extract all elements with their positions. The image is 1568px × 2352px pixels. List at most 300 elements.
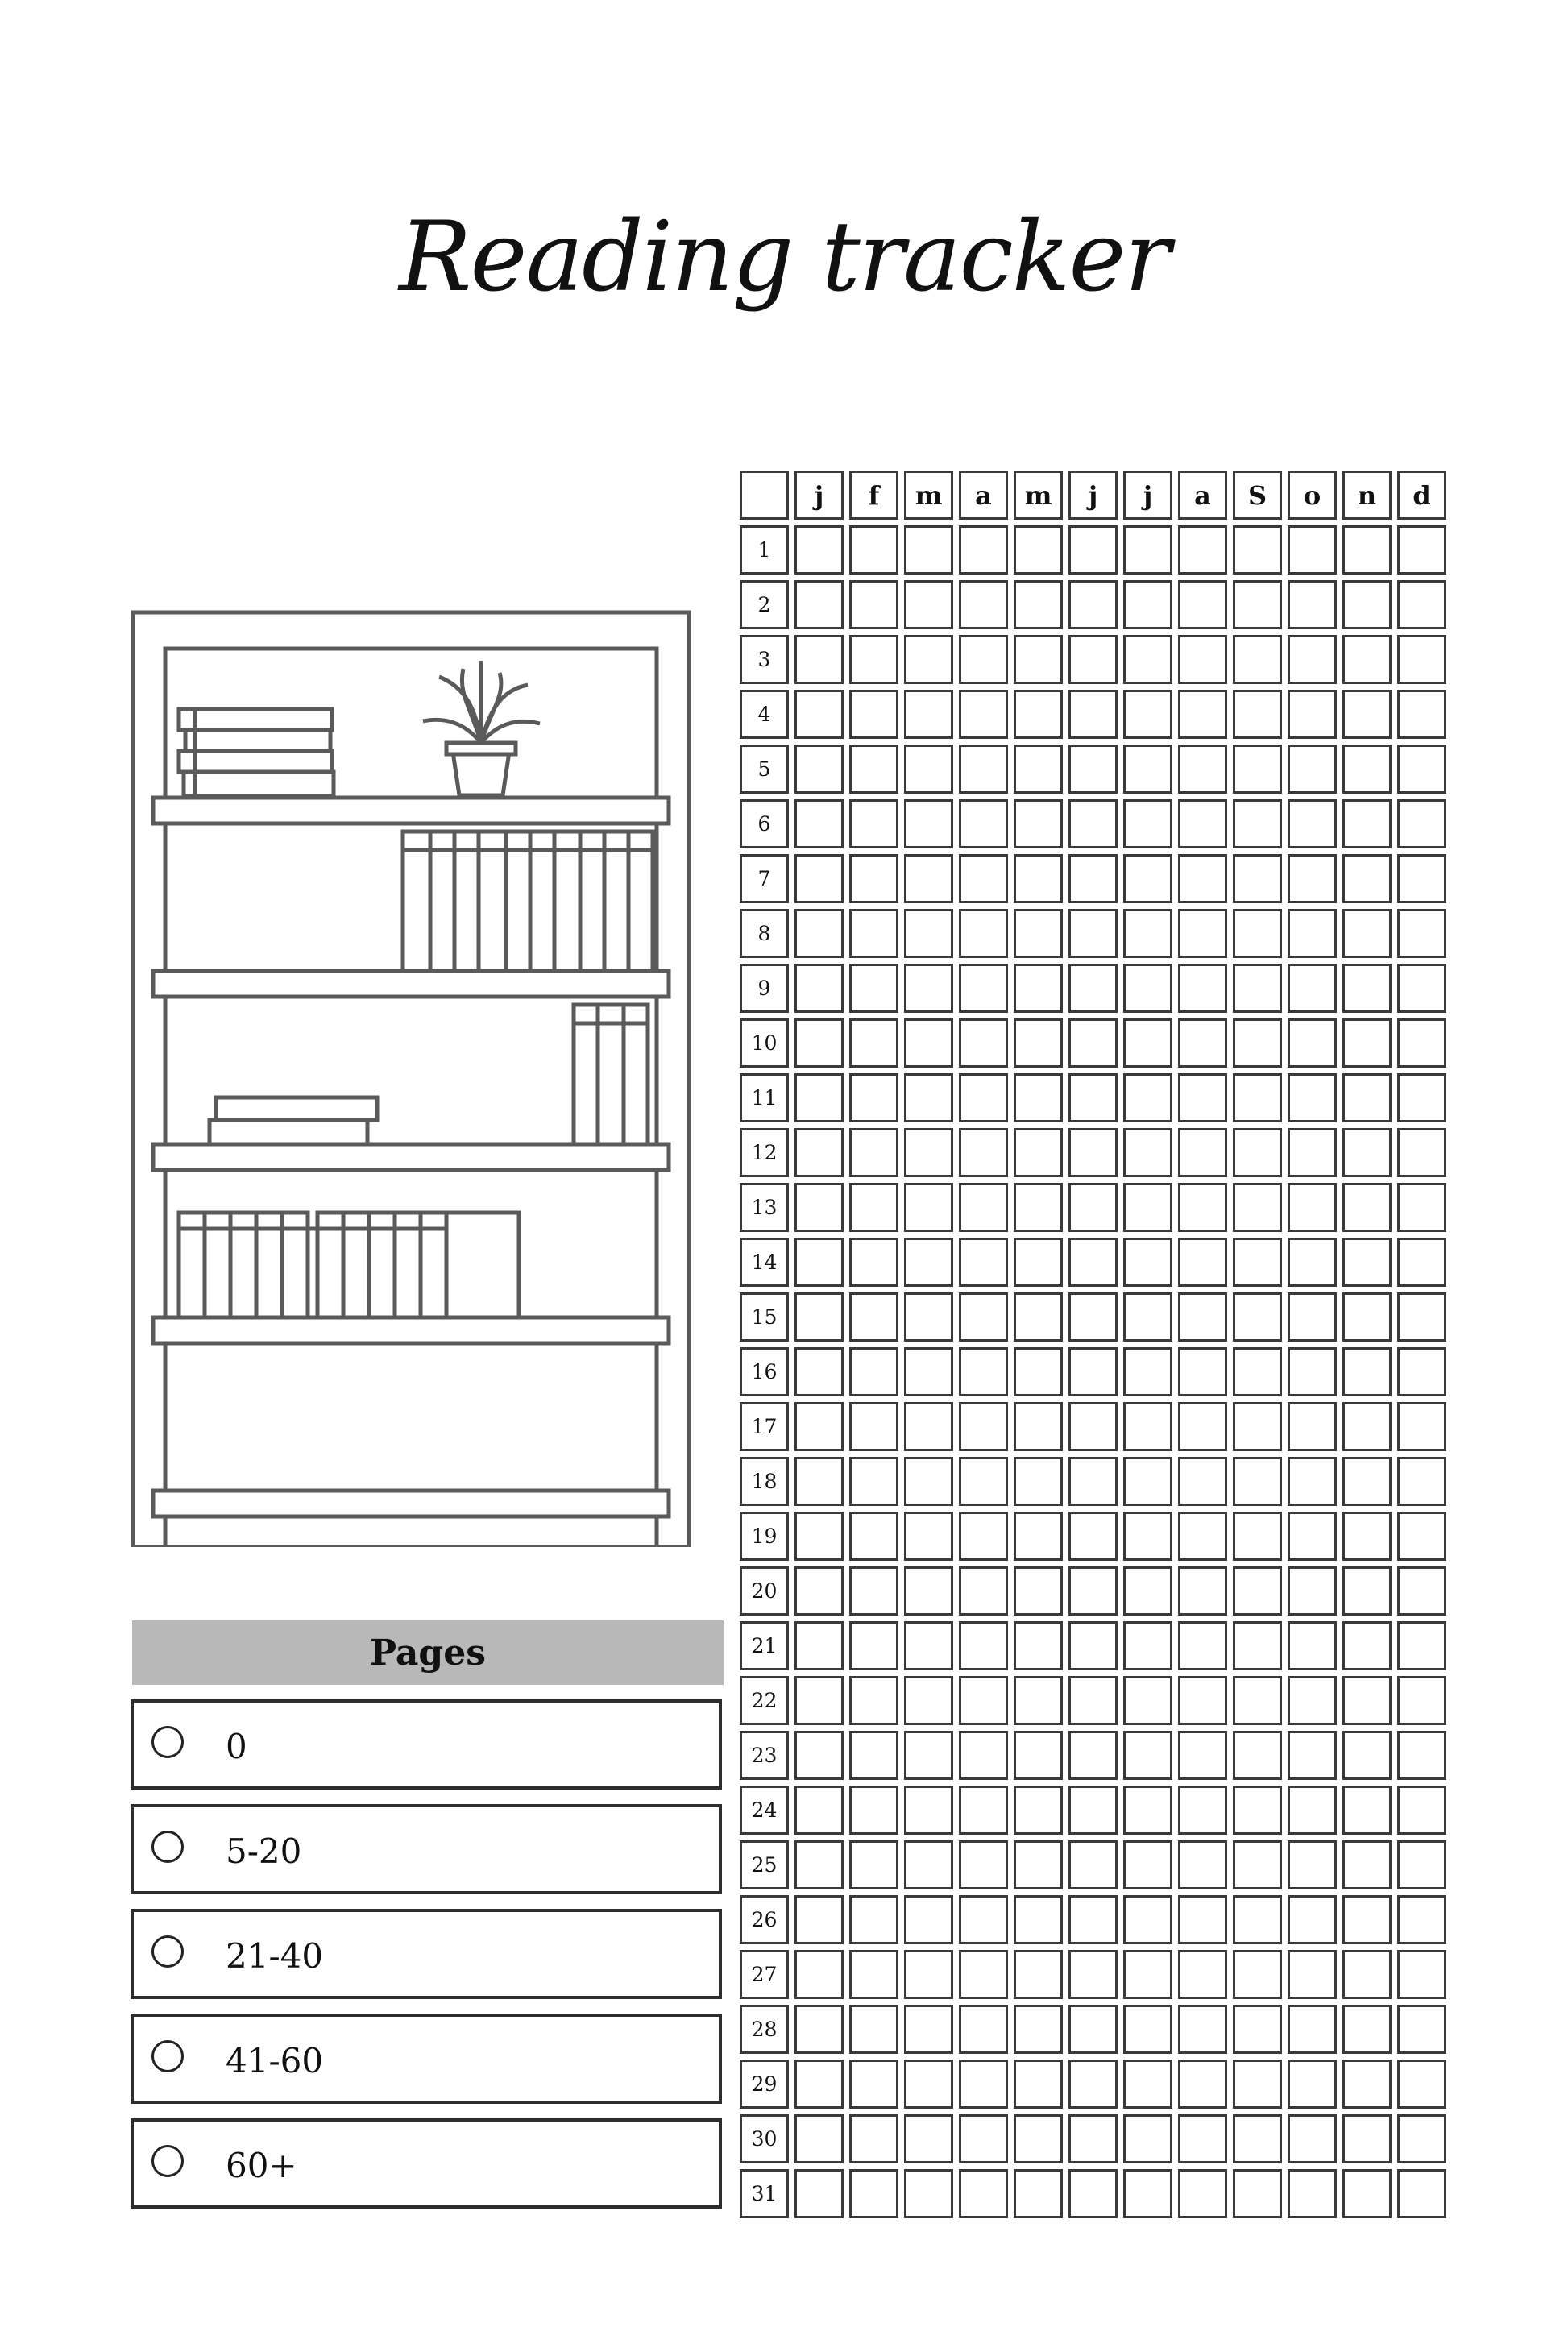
pages-option[interactable] xyxy=(131,2014,722,2104)
tracker-checkbox[interactable] xyxy=(1342,1347,1392,1396)
tracker-checkbox[interactable] xyxy=(1178,1786,1227,1835)
tracker-checkbox[interactable] xyxy=(1342,1512,1392,1561)
tracker-checkbox[interactable] xyxy=(1233,1183,1282,1232)
tracker-checkbox[interactable] xyxy=(1068,1621,1118,1670)
tracker-checkbox[interactable] xyxy=(794,1731,844,1780)
tracker-checkbox[interactable] xyxy=(1178,2005,1227,2054)
tracker-checkbox[interactable] xyxy=(794,580,844,629)
tracker-checkbox[interactable] xyxy=(1068,635,1118,684)
tracker-checkbox[interactable] xyxy=(1178,635,1227,684)
tracker-checkbox[interactable] xyxy=(904,745,953,794)
tracker-checkbox[interactable] xyxy=(904,1128,953,1177)
tracker-checkbox[interactable] xyxy=(849,2005,898,2054)
tracker-checkbox[interactable] xyxy=(959,525,1008,575)
tracker-checkbox[interactable] xyxy=(794,745,844,794)
tracker-checkbox[interactable] xyxy=(1342,1457,1392,1506)
tracker-checkbox[interactable] xyxy=(1397,1895,1446,1944)
tracker-checkbox[interactable] xyxy=(1178,1073,1227,1122)
tracker-checkbox[interactable] xyxy=(959,2169,1008,2218)
tracker-checkbox[interactable] xyxy=(1123,1402,1172,1451)
tracker-checkbox[interactable] xyxy=(849,2060,898,2109)
tracker-checkbox[interactable] xyxy=(849,1621,898,1670)
tracker-checkbox[interactable] xyxy=(959,690,1008,739)
tracker-checkbox[interactable] xyxy=(1068,964,1118,1013)
tracker-checkbox[interactable] xyxy=(1123,909,1172,958)
tracker-checkbox[interactable] xyxy=(1014,2114,1063,2163)
tracker-checkbox[interactable] xyxy=(1014,964,1063,1013)
tracker-checkbox[interactable] xyxy=(1288,1950,1337,1999)
tracker-checkbox[interactable] xyxy=(849,635,898,684)
tracker-checkbox[interactable] xyxy=(1233,1512,1282,1561)
tracker-checkbox[interactable] xyxy=(849,1018,898,1068)
tracker-checkbox[interactable] xyxy=(1342,1128,1392,1177)
tracker-checkbox[interactable] xyxy=(1342,2114,1392,2163)
tracker-checkbox[interactable] xyxy=(1397,1786,1446,1835)
tracker-checkbox[interactable] xyxy=(849,1512,898,1561)
tracker-checkbox[interactable] xyxy=(1178,1347,1227,1396)
tracker-checkbox[interactable] xyxy=(1397,1402,1446,1451)
tracker-checkbox[interactable] xyxy=(849,2169,898,2218)
tracker-checkbox[interactable] xyxy=(1233,2005,1282,2054)
tracker-checkbox[interactable] xyxy=(794,2060,844,2109)
tracker-checkbox[interactable] xyxy=(1123,1950,1172,1999)
tracker-checkbox[interactable] xyxy=(1068,1731,1118,1780)
tracker-checkbox[interactable] xyxy=(794,1950,844,1999)
tracker-checkbox[interactable] xyxy=(1288,2005,1337,2054)
tracker-checkbox[interactable] xyxy=(794,1566,844,1616)
tracker-checkbox[interactable] xyxy=(849,1128,898,1177)
tracker-checkbox[interactable] xyxy=(794,964,844,1013)
tracker-checkbox[interactable] xyxy=(1178,1621,1227,1670)
tracker-checkbox[interactable] xyxy=(1288,2114,1337,2163)
tracker-checkbox[interactable] xyxy=(1342,2005,1392,2054)
tracker-checkbox[interactable] xyxy=(1123,525,1172,575)
tracker-checkbox[interactable] xyxy=(1123,799,1172,848)
tracker-checkbox[interactable] xyxy=(794,1347,844,1396)
tracker-checkbox[interactable] xyxy=(1014,690,1063,739)
tracker-checkbox[interactable] xyxy=(959,1292,1008,1342)
tracker-checkbox[interactable] xyxy=(1397,1073,1446,1122)
tracker-checkbox[interactable] xyxy=(1233,580,1282,629)
tracker-checkbox[interactable] xyxy=(1178,580,1227,629)
tracker-checkbox[interactable] xyxy=(904,1512,953,1561)
tracker-checkbox[interactable] xyxy=(1123,2060,1172,2109)
tracker-checkbox[interactable] xyxy=(794,2169,844,2218)
tracker-checkbox[interactable] xyxy=(1342,1786,1392,1835)
tracker-checkbox[interactable] xyxy=(1178,1950,1227,1999)
tracker-checkbox[interactable] xyxy=(904,1895,953,1944)
tracker-checkbox[interactable] xyxy=(1014,1402,1063,1451)
tracker-checkbox[interactable] xyxy=(1288,635,1337,684)
tracker-checkbox[interactable] xyxy=(904,1786,953,1835)
tracker-checkbox[interactable] xyxy=(1068,1457,1118,1506)
tracker-checkbox[interactable] xyxy=(1068,1566,1118,1616)
tracker-checkbox[interactable] xyxy=(1068,1950,1118,1999)
tracker-checkbox[interactable] xyxy=(1233,1457,1282,1506)
tracker-checkbox[interactable] xyxy=(1288,525,1337,575)
tracker-checkbox[interactable] xyxy=(1014,1018,1063,1068)
tracker-checkbox[interactable] xyxy=(1014,909,1063,958)
tracker-checkbox[interactable] xyxy=(1397,1512,1446,1561)
tracker-checkbox[interactable] xyxy=(1342,525,1392,575)
tracker-checkbox[interactable] xyxy=(1068,1512,1118,1561)
tracker-checkbox[interactable] xyxy=(1178,2060,1227,2109)
tracker-checkbox[interactable] xyxy=(1123,1073,1172,1122)
tracker-checkbox[interactable] xyxy=(1178,2114,1227,2163)
tracker-checkbox[interactable] xyxy=(1123,964,1172,1013)
tracker-checkbox[interactable] xyxy=(1233,525,1282,575)
tracker-checkbox[interactable] xyxy=(959,2114,1008,2163)
tracker-checkbox[interactable] xyxy=(1014,1676,1063,1725)
tracker-checkbox[interactable] xyxy=(1123,1621,1172,1670)
tracker-checkbox[interactable] xyxy=(1342,745,1392,794)
tracker-checkbox[interactable] xyxy=(794,1676,844,1725)
tracker-checkbox[interactable] xyxy=(1397,1292,1446,1342)
tracker-checkbox[interactable] xyxy=(904,2114,953,2163)
tracker-checkbox[interactable] xyxy=(1123,1786,1172,1835)
tracker-checkbox[interactable] xyxy=(904,580,953,629)
tracker-checkbox[interactable] xyxy=(849,1786,898,1835)
tracker-checkbox[interactable] xyxy=(1397,1238,1446,1287)
tracker-checkbox[interactable] xyxy=(1014,1238,1063,1287)
tracker-checkbox[interactable] xyxy=(1342,1018,1392,1068)
tracker-checkbox[interactable] xyxy=(849,909,898,958)
tracker-checkbox[interactable] xyxy=(1068,1347,1118,1396)
tracker-checkbox[interactable] xyxy=(1178,2169,1227,2218)
tracker-checkbox[interactable] xyxy=(794,1018,844,1068)
tracker-checkbox[interactable] xyxy=(1178,1402,1227,1451)
tracker-checkbox[interactable] xyxy=(1233,1731,1282,1780)
tracker-checkbox[interactable] xyxy=(904,854,953,903)
tracker-checkbox[interactable] xyxy=(1014,1731,1063,1780)
pages-option[interactable] xyxy=(131,1699,722,1790)
tracker-checkbox[interactable] xyxy=(1014,1073,1063,1122)
pages-option[interactable] xyxy=(131,1909,722,1999)
tracker-checkbox[interactable] xyxy=(1178,1018,1227,1068)
tracker-checkbox[interactable] xyxy=(959,909,1008,958)
tracker-checkbox[interactable] xyxy=(1178,909,1227,958)
tracker-checkbox[interactable] xyxy=(904,1073,953,1122)
tracker-checkbox[interactable] xyxy=(1014,799,1063,848)
tracker-checkbox[interactable] xyxy=(959,1347,1008,1396)
tracker-checkbox[interactable] xyxy=(1342,2060,1392,2109)
tracker-checkbox[interactable] xyxy=(1397,2169,1446,2218)
tracker-checkbox[interactable] xyxy=(904,690,953,739)
tracker-checkbox[interactable] xyxy=(1123,1512,1172,1561)
tracker-checkbox[interactable] xyxy=(849,2114,898,2163)
tracker-checkbox[interactable] xyxy=(1014,2060,1063,2109)
tracker-checkbox[interactable] xyxy=(1233,964,1282,1013)
tracker-checkbox[interactable] xyxy=(1288,745,1337,794)
tracker-checkbox[interactable] xyxy=(1233,1895,1282,1944)
tracker-checkbox[interactable] xyxy=(1178,964,1227,1013)
tracker-checkbox[interactable] xyxy=(1123,580,1172,629)
tracker-checkbox[interactable] xyxy=(1178,1183,1227,1232)
tracker-checkbox[interactable] xyxy=(849,1073,898,1122)
tracker-checkbox[interactable] xyxy=(1288,909,1337,958)
tracker-checkbox[interactable] xyxy=(1397,1018,1446,1068)
tracker-checkbox[interactable] xyxy=(1123,1183,1172,1232)
tracker-checkbox[interactable] xyxy=(959,1128,1008,1177)
tracker-checkbox[interactable] xyxy=(794,1183,844,1232)
tracker-checkbox[interactable] xyxy=(1342,1840,1392,1889)
tracker-checkbox[interactable] xyxy=(1288,1073,1337,1122)
tracker-checkbox[interactable] xyxy=(1178,1512,1227,1561)
tracker-checkbox[interactable] xyxy=(1342,909,1392,958)
tracker-checkbox[interactable] xyxy=(849,1895,898,1944)
tracker-checkbox[interactable] xyxy=(849,690,898,739)
tracker-checkbox[interactable] xyxy=(1014,1895,1063,1944)
tracker-checkbox[interactable] xyxy=(1342,964,1392,1013)
tracker-checkbox[interactable] xyxy=(1014,635,1063,684)
tracker-checkbox[interactable] xyxy=(1233,2169,1282,2218)
tracker-checkbox[interactable] xyxy=(1123,1347,1172,1396)
tracker-checkbox[interactable] xyxy=(1123,2005,1172,2054)
tracker-checkbox[interactable] xyxy=(849,1347,898,1396)
tracker-checkbox[interactable] xyxy=(959,1238,1008,1287)
tracker-checkbox[interactable] xyxy=(1397,1128,1446,1177)
tracker-checkbox[interactable] xyxy=(1397,525,1446,575)
tracker-checkbox[interactable] xyxy=(1342,1183,1392,1232)
tracker-checkbox[interactable] xyxy=(959,1731,1008,1780)
tracker-checkbox[interactable] xyxy=(1178,1238,1227,1287)
tracker-checkbox[interactable] xyxy=(1068,580,1118,629)
tracker-checkbox[interactable] xyxy=(1233,1402,1282,1451)
tracker-checkbox[interactable] xyxy=(1397,745,1446,794)
tracker-checkbox[interactable] xyxy=(1068,854,1118,903)
tracker-checkbox[interactable] xyxy=(1068,745,1118,794)
tracker-checkbox[interactable] xyxy=(1123,1895,1172,1944)
tracker-checkbox[interactable] xyxy=(1014,1457,1063,1506)
tracker-checkbox[interactable] xyxy=(794,909,844,958)
tracker-checkbox[interactable] xyxy=(1068,909,1118,958)
tracker-checkbox[interactable] xyxy=(959,2005,1008,2054)
tracker-checkbox[interactable] xyxy=(1014,745,1063,794)
tracker-checkbox[interactable] xyxy=(1123,1238,1172,1287)
tracker-checkbox[interactable] xyxy=(904,2005,953,2054)
tracker-checkbox[interactable] xyxy=(1068,1895,1118,1944)
tracker-checkbox[interactable] xyxy=(1233,1621,1282,1670)
tracker-checkbox[interactable] xyxy=(1178,525,1227,575)
tracker-checkbox[interactable] xyxy=(1123,1128,1172,1177)
tracker-checkbox[interactable] xyxy=(1397,1676,1446,1725)
tracker-checkbox[interactable] xyxy=(794,2005,844,2054)
tracker-checkbox[interactable] xyxy=(904,909,953,958)
tracker-checkbox[interactable] xyxy=(1014,1621,1063,1670)
tracker-checkbox[interactable] xyxy=(794,799,844,848)
tracker-checkbox[interactable] xyxy=(1014,1183,1063,1232)
tracker-checkbox[interactable] xyxy=(1342,1238,1392,1287)
tracker-checkbox[interactable] xyxy=(1397,1183,1446,1232)
tracker-checkbox[interactable] xyxy=(1288,1566,1337,1616)
tracker-checkbox[interactable] xyxy=(1288,1183,1337,1232)
tracker-checkbox[interactable] xyxy=(904,1457,953,1506)
tracker-checkbox[interactable] xyxy=(849,964,898,1013)
tracker-checkbox[interactable] xyxy=(1014,1950,1063,1999)
tracker-checkbox[interactable] xyxy=(1342,1292,1392,1342)
tracker-checkbox[interactable] xyxy=(1068,1402,1118,1451)
tracker-checkbox[interactable] xyxy=(959,1840,1008,1889)
tracker-checkbox[interactable] xyxy=(1123,1840,1172,1889)
tracker-checkbox[interactable] xyxy=(1288,580,1337,629)
tracker-checkbox[interactable] xyxy=(794,1840,844,1889)
tracker-checkbox[interactable] xyxy=(959,635,1008,684)
tracker-checkbox[interactable] xyxy=(849,1840,898,1889)
tracker-checkbox[interactable] xyxy=(1397,1347,1446,1396)
tracker-checkbox[interactable] xyxy=(1068,2169,1118,2218)
tracker-checkbox[interactable] xyxy=(959,1621,1008,1670)
tracker-checkbox[interactable] xyxy=(849,1183,898,1232)
tracker-checkbox[interactable] xyxy=(1288,2060,1337,2109)
tracker-checkbox[interactable] xyxy=(904,1566,953,1616)
tracker-checkbox[interactable] xyxy=(794,1128,844,1177)
tracker-checkbox[interactable] xyxy=(1233,1676,1282,1725)
tracker-checkbox[interactable] xyxy=(904,1347,953,1396)
tracker-checkbox[interactable] xyxy=(1397,1731,1446,1780)
tracker-checkbox[interactable] xyxy=(1014,525,1063,575)
tracker-checkbox[interactable] xyxy=(1123,1731,1172,1780)
tracker-checkbox[interactable] xyxy=(904,1402,953,1451)
tracker-checkbox[interactable] xyxy=(1068,1786,1118,1835)
tracker-checkbox[interactable] xyxy=(904,1621,953,1670)
tracker-checkbox[interactable] xyxy=(794,1402,844,1451)
tracker-checkbox[interactable] xyxy=(904,525,953,575)
tracker-checkbox[interactable] xyxy=(1288,1128,1337,1177)
tracker-checkbox[interactable] xyxy=(904,1292,953,1342)
tracker-checkbox[interactable] xyxy=(1342,1895,1392,1944)
tracker-checkbox[interactable] xyxy=(1288,1895,1337,1944)
tracker-checkbox[interactable] xyxy=(1288,1457,1337,1506)
tracker-checkbox[interactable] xyxy=(1342,1950,1392,1999)
tracker-checkbox[interactable] xyxy=(959,1073,1008,1122)
tracker-checkbox[interactable] xyxy=(1233,2114,1282,2163)
tracker-checkbox[interactable] xyxy=(1014,854,1063,903)
tracker-checkbox[interactable] xyxy=(794,1238,844,1287)
tracker-checkbox[interactable] xyxy=(849,1731,898,1780)
tracker-checkbox[interactable] xyxy=(1342,690,1392,739)
tracker-checkbox[interactable] xyxy=(904,1676,953,1725)
tracker-checkbox[interactable] xyxy=(1233,1073,1282,1122)
tracker-checkbox[interactable] xyxy=(904,1950,953,1999)
tracker-checkbox[interactable] xyxy=(1178,1731,1227,1780)
tracker-checkbox[interactable] xyxy=(1342,854,1392,903)
tracker-checkbox[interactable] xyxy=(1014,2169,1063,2218)
tracker-checkbox[interactable] xyxy=(1397,690,1446,739)
tracker-checkbox[interactable] xyxy=(1342,580,1392,629)
tracker-checkbox[interactable] xyxy=(1178,854,1227,903)
tracker-checkbox[interactable] xyxy=(959,580,1008,629)
tracker-checkbox[interactable] xyxy=(1397,909,1446,958)
pages-option[interactable] xyxy=(131,1804,722,1894)
tracker-checkbox[interactable] xyxy=(1342,1621,1392,1670)
tracker-checkbox[interactable] xyxy=(1342,799,1392,848)
tracker-checkbox[interactable] xyxy=(1178,1292,1227,1342)
tracker-checkbox[interactable] xyxy=(959,1512,1008,1561)
tracker-checkbox[interactable] xyxy=(849,1566,898,1616)
tracker-checkbox[interactable] xyxy=(1397,2060,1446,2109)
tracker-checkbox[interactable] xyxy=(959,799,1008,848)
tracker-checkbox[interactable] xyxy=(904,1183,953,1232)
tracker-checkbox[interactable] xyxy=(1233,1018,1282,1068)
tracker-checkbox[interactable] xyxy=(849,854,898,903)
tracker-checkbox[interactable] xyxy=(849,1676,898,1725)
radio-circle-icon[interactable] xyxy=(151,1726,184,1758)
tracker-checkbox[interactable] xyxy=(1178,745,1227,794)
tracker-checkbox[interactable] xyxy=(1068,2005,1118,2054)
tracker-checkbox[interactable] xyxy=(959,1402,1008,1451)
tracker-checkbox[interactable] xyxy=(1014,580,1063,629)
tracker-checkbox[interactable] xyxy=(1397,854,1446,903)
tracker-checkbox[interactable] xyxy=(1288,1840,1337,1889)
tracker-checkbox[interactable] xyxy=(794,2114,844,2163)
tracker-checkbox[interactable] xyxy=(904,1238,953,1287)
tracker-checkbox[interactable] xyxy=(1233,690,1282,739)
tracker-checkbox[interactable] xyxy=(959,1895,1008,1944)
tracker-checkbox[interactable] xyxy=(1233,799,1282,848)
tracker-checkbox[interactable] xyxy=(1288,1512,1337,1561)
tracker-checkbox[interactable] xyxy=(904,2169,953,2218)
tracker-checkbox[interactable] xyxy=(849,1238,898,1287)
tracker-checkbox[interactable] xyxy=(1397,964,1446,1013)
tracker-checkbox[interactable] xyxy=(849,525,898,575)
tracker-checkbox[interactable] xyxy=(1123,690,1172,739)
tracker-checkbox[interactable] xyxy=(1068,1183,1118,1232)
tracker-checkbox[interactable] xyxy=(1288,1292,1337,1342)
tracker-checkbox[interactable] xyxy=(1123,2169,1172,2218)
tracker-checkbox[interactable] xyxy=(959,1018,1008,1068)
tracker-checkbox[interactable] xyxy=(849,745,898,794)
tracker-checkbox[interactable] xyxy=(1288,2169,1337,2218)
tracker-checkbox[interactable] xyxy=(1342,1566,1392,1616)
tracker-checkbox[interactable] xyxy=(1068,690,1118,739)
tracker-checkbox[interactable] xyxy=(1342,635,1392,684)
tracker-checkbox[interactable] xyxy=(959,1786,1008,1835)
tracker-checkbox[interactable] xyxy=(1233,909,1282,958)
tracker-checkbox[interactable] xyxy=(1233,1786,1282,1835)
tracker-checkbox[interactable] xyxy=(904,1840,953,1889)
tracker-checkbox[interactable] xyxy=(1397,2005,1446,2054)
tracker-checkbox[interactable] xyxy=(1233,1128,1282,1177)
tracker-checkbox[interactable] xyxy=(1397,580,1446,629)
tracker-checkbox[interactable] xyxy=(1068,1128,1118,1177)
tracker-checkbox[interactable] xyxy=(1233,1566,1282,1616)
tracker-checkbox[interactable] xyxy=(1123,745,1172,794)
tracker-checkbox[interactable] xyxy=(1397,1457,1446,1506)
tracker-checkbox[interactable] xyxy=(1397,1566,1446,1616)
tracker-checkbox[interactable] xyxy=(849,1950,898,1999)
tracker-checkbox[interactable] xyxy=(1014,1292,1063,1342)
tracker-checkbox[interactable] xyxy=(1288,1731,1337,1780)
tracker-checkbox[interactable] xyxy=(1233,854,1282,903)
tracker-checkbox[interactable] xyxy=(959,1457,1008,1506)
tracker-checkbox[interactable] xyxy=(1068,1238,1118,1287)
tracker-checkbox[interactable] xyxy=(1123,1676,1172,1725)
tracker-checkbox[interactable] xyxy=(904,2060,953,2109)
tracker-checkbox[interactable] xyxy=(904,635,953,684)
tracker-checkbox[interactable] xyxy=(794,1073,844,1122)
tracker-checkbox[interactable] xyxy=(1068,799,1118,848)
tracker-checkbox[interactable] xyxy=(1068,1676,1118,1725)
tracker-checkbox[interactable] xyxy=(849,580,898,629)
tracker-checkbox[interactable] xyxy=(959,2060,1008,2109)
tracker-checkbox[interactable] xyxy=(959,1566,1008,1616)
tracker-checkbox[interactable] xyxy=(1342,1402,1392,1451)
tracker-checkbox[interactable] xyxy=(794,1621,844,1670)
tracker-checkbox[interactable] xyxy=(959,964,1008,1013)
tracker-checkbox[interactable] xyxy=(1397,799,1446,848)
tracker-checkbox[interactable] xyxy=(1068,1292,1118,1342)
tracker-checkbox[interactable] xyxy=(1014,1566,1063,1616)
